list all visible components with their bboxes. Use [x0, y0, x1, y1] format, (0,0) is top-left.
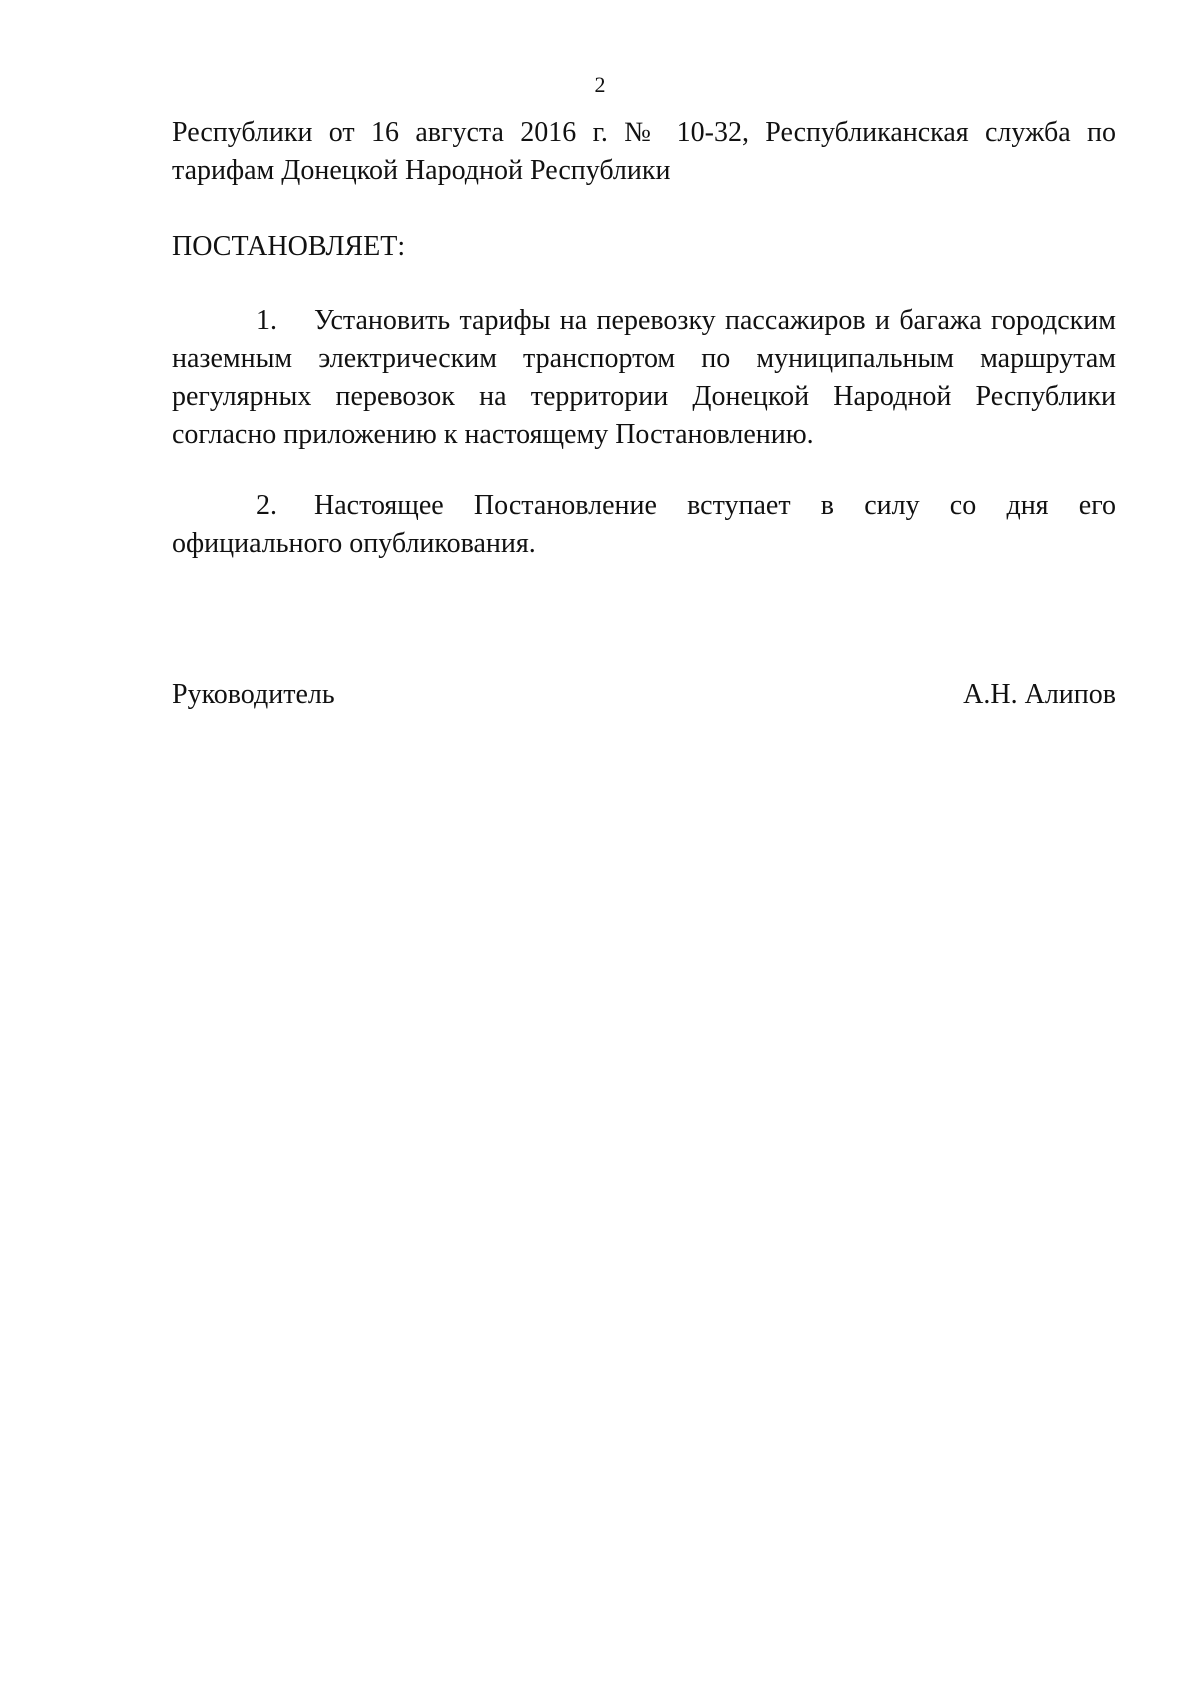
resolution-item-1 — [172, 302, 1116, 454]
resolves-heading: ПОСТАНОВЛЯЕТ: — [172, 231, 406, 262]
item-number: 2. — [256, 490, 277, 521]
item-text: Настоящее Постановление вступает в силу со дня его официального опубликования. — [172, 490, 1116, 559]
signatory-name: А.Н. Алипов — [963, 679, 1116, 710]
item-text: Установить тарифы на перевозку пассажиров и багажа городским наземным электрическим транспортом по муниципальным маршрутам регулярных перевозок на территории Донецкой Народной Республики согласно приложению к настоящему Постановлению. — [172, 305, 1116, 450]
intro-paragraph: Республики от 16 августа 2016 г. № 10-32, Республиканская служба по тарифам Донецкой Народной Республики — [172, 117, 1116, 186]
item-number: 1. — [256, 305, 277, 336]
resolution-item-2 — [172, 487, 1116, 563]
page-number: 2 — [594, 72, 606, 97]
signatory-position: Руководитель — [172, 679, 335, 710]
signature-block — [172, 676, 1116, 714]
